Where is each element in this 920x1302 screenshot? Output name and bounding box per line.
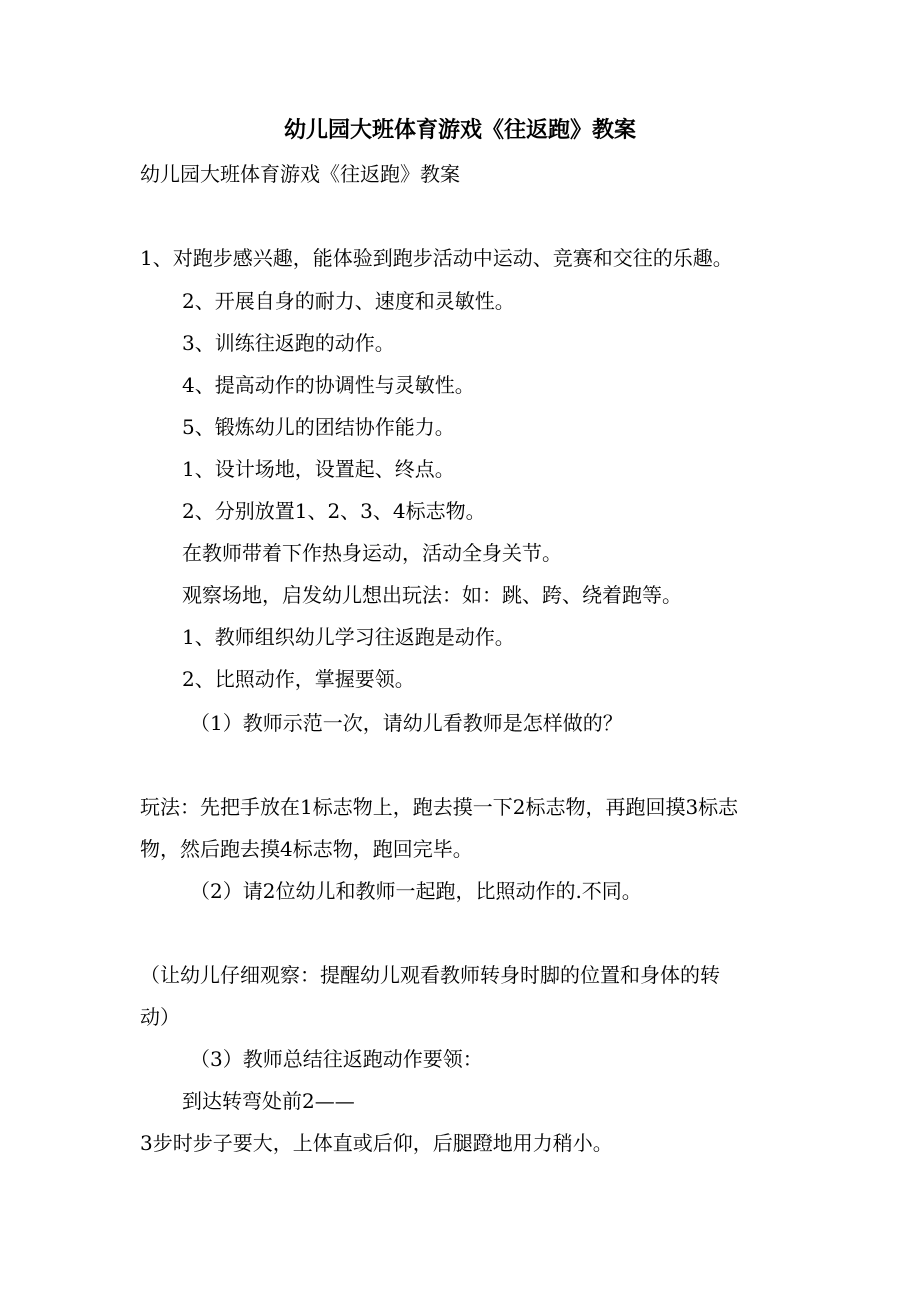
paragraph-line: 1、对跑步感兴趣，能体验到跑步活动中运动、竞赛和交往的乐趣。 (140, 246, 733, 270)
paragraph-line: 在教师带着下作热身运动，活动全身关节。 (182, 541, 562, 565)
paragraph-line: （让幼儿仔细观察：提醒幼儿观看教师转身时脚的位置和身体的转 (140, 963, 720, 987)
paragraph-line: （2）请2位幼儿和教师一起跑，比照动作的.不同。 (190, 879, 642, 903)
paragraph-line: 物，然后跑去摸4标志物，跑回完毕。 (140, 837, 473, 861)
paragraph-line: （1）教师示范一次，请幼儿看教师是怎样做的？ (190, 711, 623, 735)
document-title: 幼儿园大班体育游戏《往返跑》教案 (283, 117, 636, 143)
paragraph-line: 1、教师组织幼儿学习往返跑是动作。 (182, 625, 515, 649)
paragraph-line: 动） (140, 1005, 180, 1029)
paragraph-line: 观察场地，启发幼儿想出玩法：如：跳、跨、绕着跑等。 (182, 583, 682, 607)
paragraph-line: 到达转弯处前2—— (182, 1089, 355, 1113)
paragraph-line: 3、训练往返跑的动作。 (182, 331, 395, 355)
paragraph-line: 1、设计场地，设置起、终点。 (182, 457, 455, 481)
paragraph-line: 玩法：先把手放在1标志物上，跑去摸一下2标志物，再跑回摸3标志 (140, 795, 739, 819)
paragraph-line: 4、提高动作的协调性与灵敏性。 (182, 373, 475, 397)
paragraph-line: 2、比照动作，掌握要领。 (182, 667, 415, 691)
paragraph-line: 2、开展自身的耐力、速度和灵敏性。 (182, 289, 515, 313)
document-subtitle: 幼儿园大班体育游戏《往返跑》教案 (140, 162, 460, 186)
paragraph-line: （3）教师总结往返跑动作要领： (190, 1047, 483, 1071)
paragraph-line: 3步时步子要大，上体直或后仰，后腿蹬地用力稍小。 (140, 1131, 613, 1155)
paragraph-line: 2、分别放置1、2、3、4标志物。 (182, 499, 486, 523)
paragraph-line: 5、锻炼幼儿的团结协作能力。 (182, 415, 455, 439)
